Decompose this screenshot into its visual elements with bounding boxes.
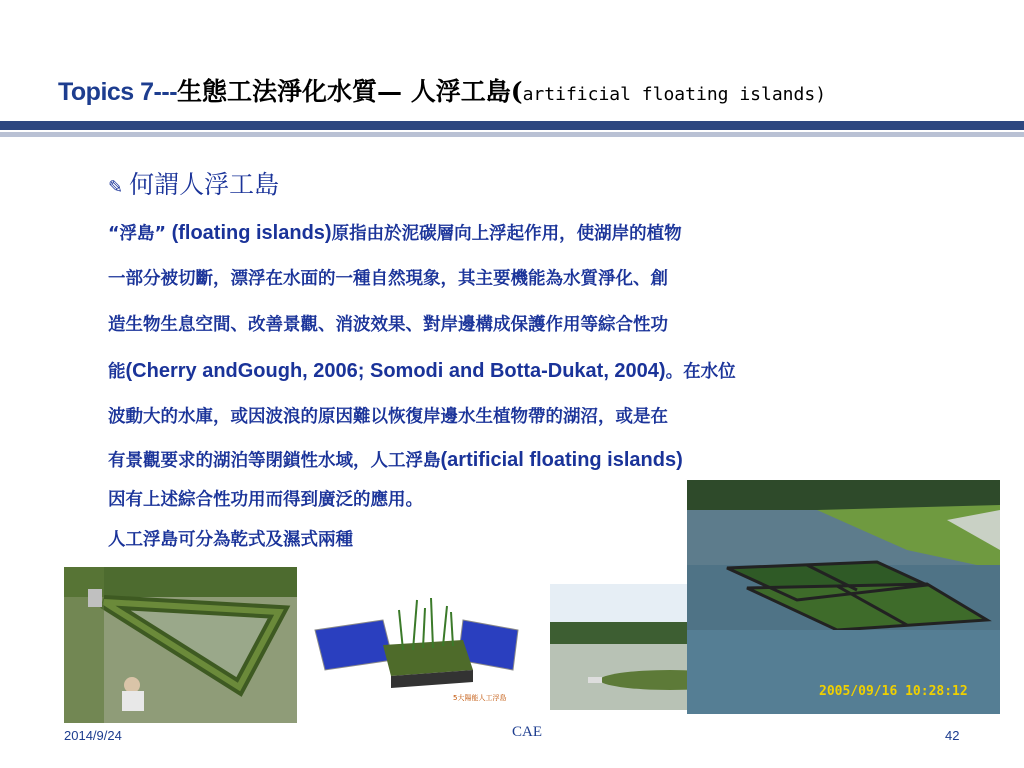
title-rule-dark — [0, 121, 1024, 130]
body-line-6-latin: (artificial floating islands) — [440, 449, 683, 471]
pencil-icon: ✎ — [108, 177, 124, 198]
footer-page-number: 42 — [945, 728, 960, 743]
body-line-7: 因有上述綜合性功用而得到廣泛的應用。 — [108, 490, 423, 510]
body-line-1 — [108, 210, 938, 256]
title-chinese: 生態工法淨化水質— 人浮工島( — [177, 77, 523, 106]
slide-title — [58, 70, 1018, 114]
photo-solar-island-diagram — [313, 590, 531, 708]
body-line-8: 人工浮島可分為乾式及濕式兩種 — [108, 530, 353, 550]
body-line-6-zh: 有景觀要求的湖泊等閉鎖性水域，人工浮島 — [108, 451, 441, 471]
photo-triangle-island — [64, 567, 297, 723]
body-line-4-citation: (Cherry andGough, 2006; Somodi and Botta-Dukat, 2004) — [125, 360, 666, 382]
body-line-4 — [108, 348, 938, 394]
body-line-5: 波動大的水庫，或因波浪的原因難以恢復岸邊水生植物帶的湖沼，或是在 — [108, 407, 668, 427]
footer-center: CAE — [512, 724, 542, 740]
photo-timestamp: 2005/09/16 10:28:12 — [819, 684, 968, 699]
body-line-1-rest: 原指由於泥碳層向上浮起作用，使湖岸的植物 — [331, 224, 682, 244]
section-heading — [108, 165, 279, 201]
diagram-logo-text: 5大陽能人工浮島 — [453, 694, 507, 702]
body-line-1-latin: (floating islands) — [166, 222, 332, 244]
body-line-2: 一部分被切斷，漂浮在水面的一種自然現象，其主要機能為水質淨化、創 — [108, 269, 668, 289]
title-english: artificial floating islands) — [522, 84, 827, 105]
title-topic: Topics 7--- — [58, 78, 178, 106]
title-rule-light — [0, 132, 1024, 137]
body-line-6 — [108, 440, 938, 480]
footer-date: 2014/9/24 — [64, 728, 122, 743]
body-line-4-zh: 能 — [108, 362, 126, 382]
photo-river-island-grid — [687, 480, 1000, 714]
heading-text: 何謂人浮工島 — [129, 170, 280, 199]
body-line-1-quote: “浮島” — [108, 224, 167, 244]
body-line-4-rest: 。在水位 — [665, 362, 736, 382]
body-line-3: 造生物生息空間、改善景觀、消波效果、對岸邊構成保護作用等綜合性功 — [108, 315, 668, 335]
